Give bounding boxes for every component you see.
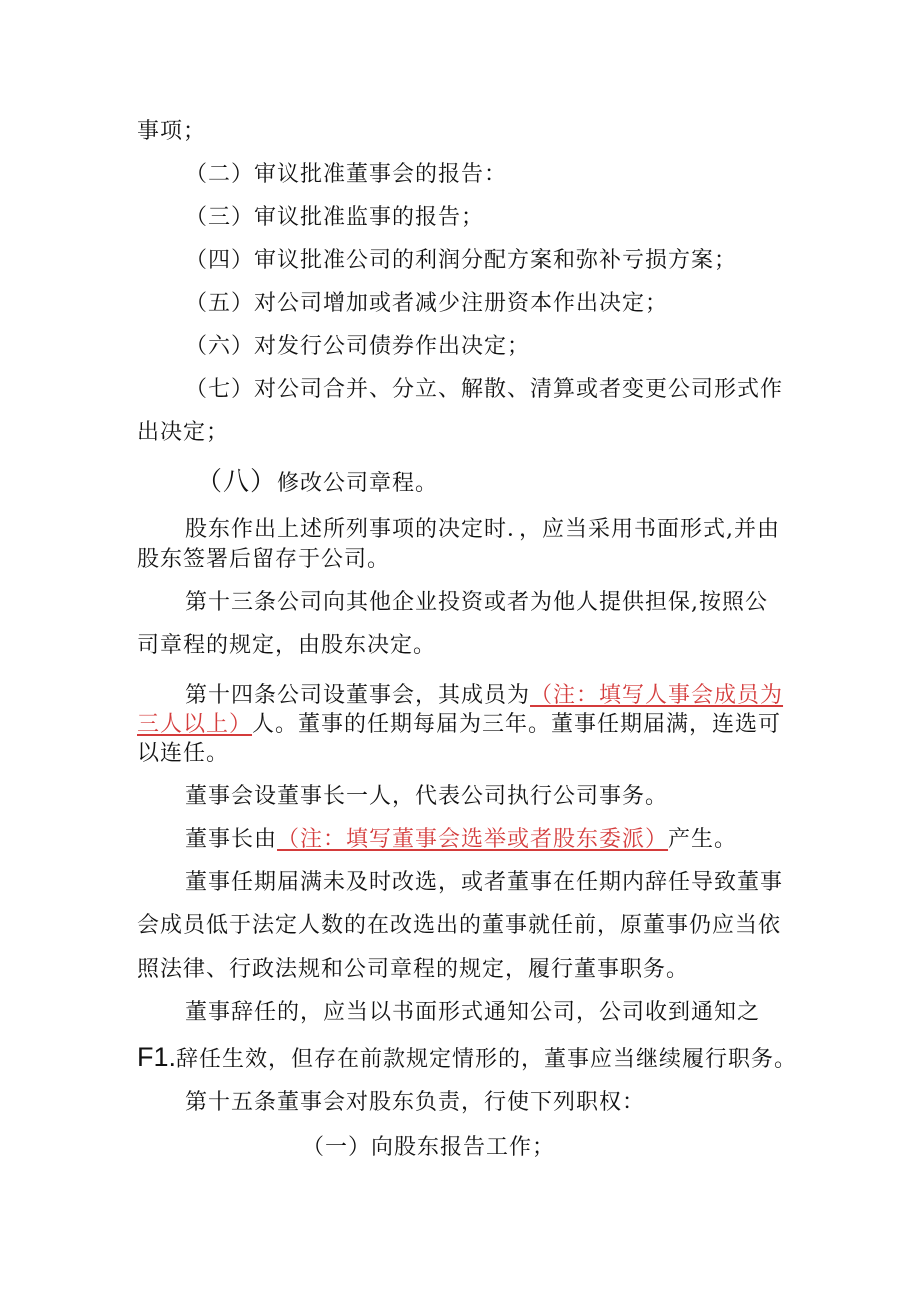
paragraph-line: 会成员低于法定人数的在改选出的董事就任前，原董事仍应当依 [137,913,782,938]
list-item: （五）对公司增加或者减少注册资本作出决定； [185,291,669,316]
paragraph-line [185,825,737,855]
list-item: （四）审议批准公司的利润分配方案和弥补亏损方案； [185,248,738,273]
list-item: （六）对发行公司债券作出决定； [185,334,531,359]
list-item: （三）审议批准监事的报告； [185,205,485,230]
paragraph-line: 照法律、行政法规和公司章程的规定，履行董事职务。 [137,957,690,982]
article-text: 人。董事的任期每届为三年。董事任期届满，连选可 [252,712,782,737]
list-item: （七）对公司合并、分立、解散、清算或者变更公司形式作 [185,377,784,402]
article-text: 董事长由 [185,827,278,852]
paragraph-line: 股东签署后留存于公司。 [137,547,391,572]
article-text: 第十四条公司设董事会，其成员为 [185,683,531,708]
paragraph-line: 董事任期届满未及时改选，或者董事在任期内辞任导致董事 [185,870,784,895]
annotation-note: （注：填写人事会成员为 [530,683,784,708]
paragraph-line [137,1042,797,1075]
list-item: （二）审议批准董事会的报告： [185,162,508,187]
list-item [196,466,438,499]
text-line: 事项； [137,119,207,144]
annotation-note: （注：填写董事会选举或者股东委派） [277,827,669,852]
article-text: 辞任生效，但存在前款规定情形的，董事应当继续履行职务。 [176,1047,798,1072]
paragraph-line: 股东作出上述所列事项的决定时．，应当采用书面形式,并由 [185,517,780,542]
article-13-line: 第十三条公司向其他企业投资或者为他人提供担保,按照公 [185,590,768,615]
list-item: （一）向股东报告工作； [302,1135,556,1160]
paragraph-line: 董事辞任的，应当以书面形式通知公司，公司收到通知之 [185,1000,761,1025]
stray-marker: F1. [137,1042,177,1072]
paragraph-line: 以连任。 [137,741,230,766]
article-15-line: 第十五条董事会对股东负责，行使下列职权： [185,1090,646,1115]
paragraph-line: 司章程的规定，由股东决定。 [137,633,437,658]
paragraph-line [137,710,781,740]
article-text: 产生。 [668,827,738,852]
paragraph-line: 董事会设董事长一人，代表公司执行公司事务。 [185,784,669,809]
list-marker: （八） [196,466,278,496]
list-item-text: 修改公司章程。 [277,471,439,496]
annotation-note: 三人以上） [137,712,253,737]
article-14-line [185,681,783,711]
text-line: 出决定； [137,420,230,445]
